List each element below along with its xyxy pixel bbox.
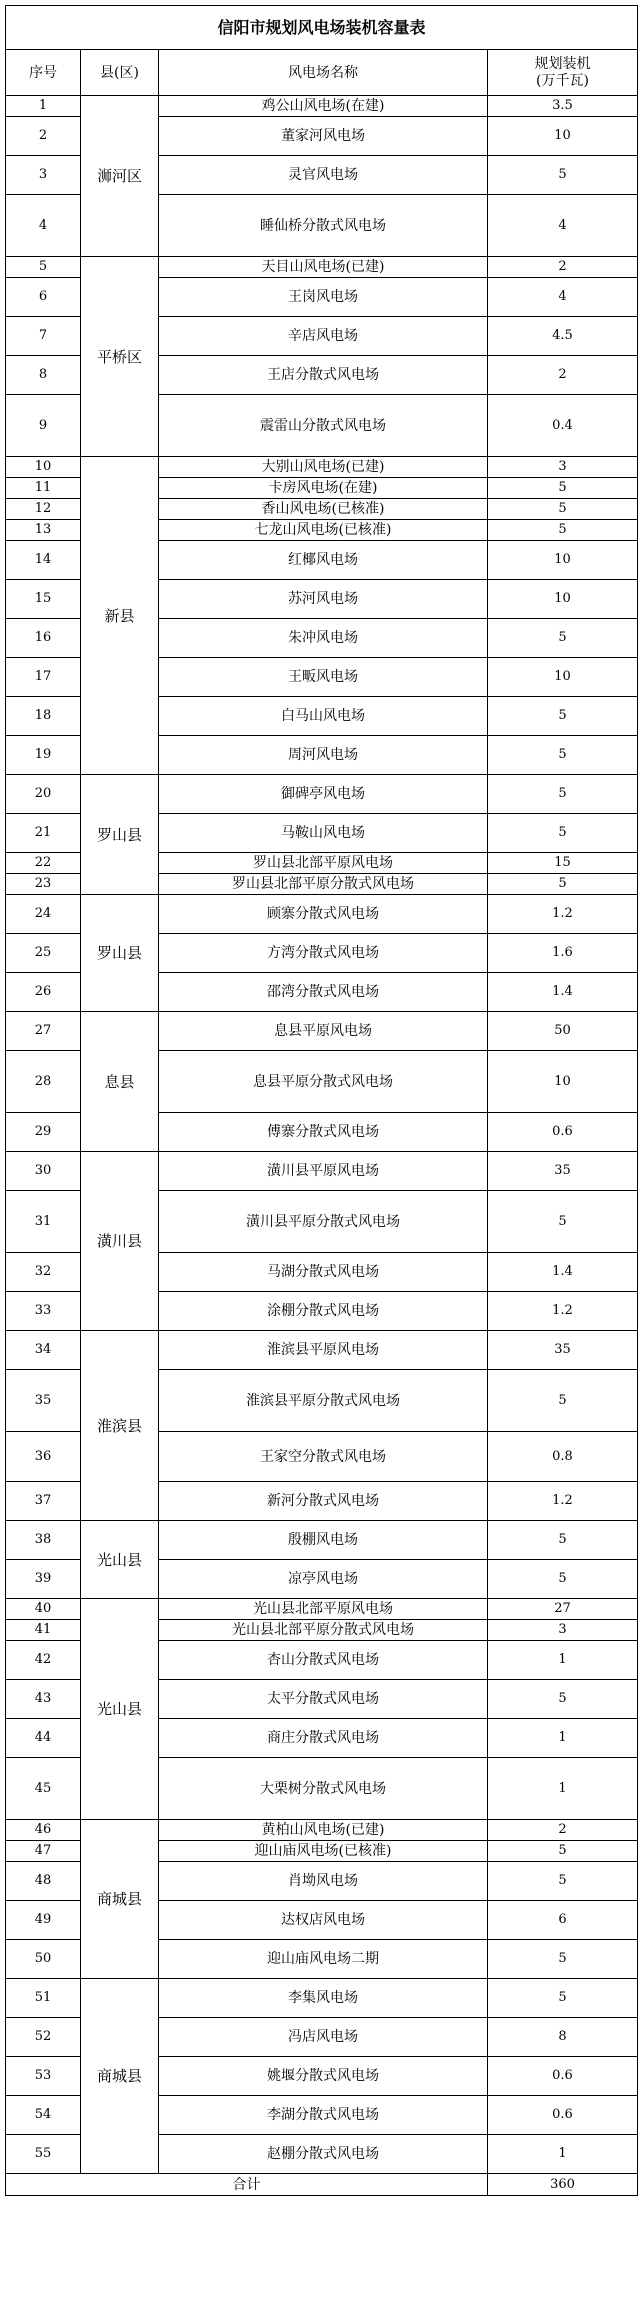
- capacity-value: 5: [488, 1841, 638, 1862]
- row-index: 32: [6, 1253, 81, 1292]
- row-index: 44: [6, 1719, 81, 1758]
- row-index: 48: [6, 1862, 81, 1901]
- row-index: 33: [6, 1292, 81, 1331]
- wind-farm-name: 迎山庙风电场(已核准): [159, 1841, 488, 1862]
- row-index: 41: [6, 1620, 81, 1641]
- wind-farm-name: 王家空分散式风电场: [159, 1432, 488, 1482]
- row-index: 34: [6, 1331, 81, 1370]
- row-index: 10: [6, 457, 81, 478]
- row-index: 28: [6, 1051, 81, 1113]
- table-row: [6, 775, 638, 814]
- wind-farm-name: 红椰风电场: [159, 541, 488, 580]
- wind-farm-name: 息县平原分散式风电场: [159, 1051, 488, 1113]
- capacity-value: 5: [488, 156, 638, 195]
- capacity-value: 1: [488, 1758, 638, 1820]
- capacity-value: 0.8: [488, 1432, 638, 1482]
- row-index: 25: [6, 934, 81, 973]
- row-index: 27: [6, 1012, 81, 1051]
- wind-farm-name: 董家河风电场: [159, 117, 488, 156]
- row-index: 39: [6, 1560, 81, 1599]
- capacity-value: 1.2: [488, 1482, 638, 1521]
- wind-farm-name: 李湖分散式风电场: [159, 2096, 488, 2135]
- row-index: 4: [6, 195, 81, 257]
- wind-farm-name: 潢川县平原分散式风电场: [159, 1191, 488, 1253]
- capacity-value: 5: [488, 1560, 638, 1599]
- row-index: 51: [6, 1979, 81, 2018]
- wind-farm-name: 淮滨县平原风电场: [159, 1331, 488, 1370]
- wind-farm-name: 周河风电场: [159, 736, 488, 775]
- capacity-value: 1: [488, 1719, 638, 1758]
- capacity-value: 10: [488, 658, 638, 697]
- row-index: 29: [6, 1113, 81, 1152]
- wind-farm-name: 太平分散式风电场: [159, 1680, 488, 1719]
- wind-farm-name: 光山县北部平原分散式风电场: [159, 1620, 488, 1641]
- row-index: 8: [6, 356, 81, 395]
- capacity-value: 1.2: [488, 1292, 638, 1331]
- wind-farm-name: 迎山庙风电场二期: [159, 1940, 488, 1979]
- capacity-value: 3.5: [488, 96, 638, 117]
- row-index: 43: [6, 1680, 81, 1719]
- row-index: 6: [6, 278, 81, 317]
- total-row: [6, 2174, 638, 2196]
- county-cell: 息县: [81, 1012, 159, 1152]
- row-index: 47: [6, 1841, 81, 1862]
- table-row: [6, 1012, 638, 1051]
- wind-farm-name: 罗山县北部平原风电场: [159, 853, 488, 874]
- capacity-value: 27: [488, 1599, 638, 1620]
- header-capacity-line2: (万千瓦): [536, 72, 589, 89]
- wind-farm-name: 赵棚分散式风电场: [159, 2135, 488, 2174]
- row-index: 24: [6, 895, 81, 934]
- capacity-value: 35: [488, 1331, 638, 1370]
- total-label: 合计: [6, 2174, 488, 2196]
- wind-farm-name: 息县平原风电场: [159, 1012, 488, 1051]
- row-index: 40: [6, 1599, 81, 1620]
- wind-farm-name: 傅寨分散式风电场: [159, 1113, 488, 1152]
- row-index: 55: [6, 2135, 81, 2174]
- capacity-value: 2: [488, 1820, 638, 1841]
- wind-farm-name: 凉亭风电场: [159, 1560, 488, 1599]
- capacity-value: 3: [488, 1620, 638, 1641]
- table-row: [6, 1820, 638, 1841]
- row-index: 12: [6, 499, 81, 520]
- header-capacity: [488, 50, 638, 96]
- row-index: 17: [6, 658, 81, 697]
- county-cell: 平桥区: [81, 257, 159, 457]
- county-cell: 罗山县: [81, 775, 159, 895]
- row-index: 37: [6, 1482, 81, 1521]
- table-row: [6, 895, 638, 934]
- row-index: 21: [6, 814, 81, 853]
- row-index: 53: [6, 2057, 81, 2096]
- row-index: 54: [6, 2096, 81, 2135]
- row-index: 19: [6, 736, 81, 775]
- row-index: 16: [6, 619, 81, 658]
- capacity-value: 5: [488, 520, 638, 541]
- row-index: 52: [6, 2018, 81, 2057]
- title-row: [6, 6, 638, 50]
- capacity-value: 5: [488, 478, 638, 499]
- capacity-value: 5: [488, 499, 638, 520]
- capacity-value: 8: [488, 2018, 638, 2057]
- wind-farm-name: 光山县北部平原风电场: [159, 1599, 488, 1620]
- capacity-value: 5: [488, 736, 638, 775]
- row-index: 45: [6, 1758, 81, 1820]
- capacity-value: 10: [488, 541, 638, 580]
- row-index: 3: [6, 156, 81, 195]
- row-index: 18: [6, 697, 81, 736]
- capacity-value: 5: [488, 1680, 638, 1719]
- county-cell: 商城县: [81, 1820, 159, 1979]
- wind-farm-name: 商庄分散式风电场: [159, 1719, 488, 1758]
- row-index: 5: [6, 257, 81, 278]
- row-index: 13: [6, 520, 81, 541]
- wind-farm-name: 肖坳风电场: [159, 1862, 488, 1901]
- wind-farm-name: 辛店风电场: [159, 317, 488, 356]
- capacity-value: 2: [488, 257, 638, 278]
- wind-farm-name: 潢川县平原风电场: [159, 1152, 488, 1191]
- capacity-value: 1.6: [488, 934, 638, 973]
- row-index: 50: [6, 1940, 81, 1979]
- county-cell: 潢川县: [81, 1152, 159, 1331]
- table-row: [6, 96, 638, 117]
- county-cell: 淮滨县: [81, 1331, 159, 1521]
- row-index: 26: [6, 973, 81, 1012]
- total-value: 360: [488, 2174, 638, 2196]
- table-row: [6, 1331, 638, 1370]
- wind-farm-name: 震雷山分散式风电场: [159, 395, 488, 457]
- row-index: 42: [6, 1641, 81, 1680]
- wind-farm-name: 大栗树分散式风电场: [159, 1758, 488, 1820]
- wind-farm-name: 马鞍山风电场: [159, 814, 488, 853]
- capacity-value: 5: [488, 1521, 638, 1560]
- row-index: 9: [6, 395, 81, 457]
- row-index: 30: [6, 1152, 81, 1191]
- wind-farm-name: 冯店风电场: [159, 2018, 488, 2057]
- capacity-value: 5: [488, 1940, 638, 1979]
- capacity-table: [5, 5, 638, 2196]
- capacity-value: 35: [488, 1152, 638, 1191]
- table-title: 信阳市规划风电场装机容量表: [6, 6, 638, 50]
- capacity-value: 5: [488, 1862, 638, 1901]
- header-index: 序号: [6, 50, 81, 96]
- wind-farm-name: 马湖分散式风电场: [159, 1253, 488, 1292]
- capacity-value: 10: [488, 580, 638, 619]
- capacity-value: 5: [488, 697, 638, 736]
- wind-farm-name: 顾寨分散式风电场: [159, 895, 488, 934]
- wind-farm-name: 灵官风电场: [159, 156, 488, 195]
- capacity-value: 10: [488, 1051, 638, 1113]
- wind-farm-name: 方湾分散式风电场: [159, 934, 488, 973]
- capacity-value: 0.6: [488, 2057, 638, 2096]
- row-index: 7: [6, 317, 81, 356]
- capacity-value: 1.4: [488, 973, 638, 1012]
- wind-farm-name: 大别山风电场(已建): [159, 457, 488, 478]
- capacity-value: 5: [488, 1979, 638, 2018]
- capacity-value: 0.4: [488, 395, 638, 457]
- table-row: [6, 1152, 638, 1191]
- table-row: [6, 1599, 638, 1620]
- county-cell: 浉河区: [81, 96, 159, 257]
- row-index: 23: [6, 874, 81, 895]
- wind-farm-name: 香山风电场(已核准): [159, 499, 488, 520]
- wind-farm-name: 新河分散式风电场: [159, 1482, 488, 1521]
- wind-farm-name: 淮滨县平原分散式风电场: [159, 1370, 488, 1432]
- capacity-value: 5: [488, 619, 638, 658]
- capacity-value: 4.5: [488, 317, 638, 356]
- wind-farm-name: 王岗风电场: [159, 278, 488, 317]
- capacity-value: 5: [488, 1191, 638, 1253]
- row-index: 36: [6, 1432, 81, 1482]
- capacity-value: 0.6: [488, 1113, 638, 1152]
- wind-farm-name: 黄柏山风电场(已建): [159, 1820, 488, 1841]
- capacity-value: 10: [488, 117, 638, 156]
- capacity-value: 50: [488, 1012, 638, 1051]
- row-index: 20: [6, 775, 81, 814]
- row-index: 38: [6, 1521, 81, 1560]
- wind-farm-name: 朱冲风电场: [159, 619, 488, 658]
- wind-farm-name: 杏山分散式风电场: [159, 1641, 488, 1680]
- header-capacity-line1: 规划装机: [534, 55, 591, 72]
- county-cell: 新县: [81, 457, 159, 775]
- capacity-value: 4: [488, 195, 638, 257]
- capacity-value: 1.4: [488, 1253, 638, 1292]
- header-county: 县(区): [81, 50, 159, 96]
- wind-farm-name: 御碑亭风电场: [159, 775, 488, 814]
- capacity-value: 6: [488, 1901, 638, 1940]
- wind-farm-name: 天目山风电场(已建): [159, 257, 488, 278]
- wind-farm-name: 王店分散式风电场: [159, 356, 488, 395]
- header-row: [6, 50, 638, 96]
- capacity-value: 5: [488, 1370, 638, 1432]
- wind-farm-name: 白马山风电场: [159, 697, 488, 736]
- row-index: 11: [6, 478, 81, 499]
- header-name: 风电场名称: [159, 50, 488, 96]
- capacity-value: 5: [488, 775, 638, 814]
- capacity-value: 1: [488, 1641, 638, 1680]
- capacity-value: 0.6: [488, 2096, 638, 2135]
- capacity-value: 4: [488, 278, 638, 317]
- row-index: 2: [6, 117, 81, 156]
- wind-farm-name: 七龙山风电场(已核准): [159, 520, 488, 541]
- county-cell: 商城县: [81, 1979, 159, 2174]
- wind-farm-name: 鸡公山风电场(在建): [159, 96, 488, 117]
- county-cell: 光山县: [81, 1599, 159, 1820]
- capacity-value: 3: [488, 457, 638, 478]
- wind-farm-name: 达权店风电场: [159, 1901, 488, 1940]
- capacity-value: 15: [488, 853, 638, 874]
- row-index: 22: [6, 853, 81, 874]
- table-row: [6, 1979, 638, 2018]
- capacity-value: 1: [488, 2135, 638, 2174]
- table-row: [6, 457, 638, 478]
- county-cell: 罗山县: [81, 895, 159, 1012]
- wind-farm-name: 李集风电场: [159, 1979, 488, 2018]
- table-row: [6, 257, 638, 278]
- wind-farm-name: 邵湾分散式风电场: [159, 973, 488, 1012]
- row-index: 46: [6, 1820, 81, 1841]
- table-row: [6, 1521, 638, 1560]
- row-index: 49: [6, 1901, 81, 1940]
- wind-farm-name: 睡仙桥分散式风电场: [159, 195, 488, 257]
- wind-farm-name: 姚堰分散式风电场: [159, 2057, 488, 2096]
- row-index: 35: [6, 1370, 81, 1432]
- wind-farm-name: 王畈风电场: [159, 658, 488, 697]
- capacity-value: 5: [488, 874, 638, 895]
- capacity-value: 1.2: [488, 895, 638, 934]
- wind-farm-name: 苏河风电场: [159, 580, 488, 619]
- row-index: 15: [6, 580, 81, 619]
- capacity-value: 2: [488, 356, 638, 395]
- capacity-value: 5: [488, 814, 638, 853]
- wind-farm-name: 涂棚分散式风电场: [159, 1292, 488, 1331]
- wind-farm-name: 卡房风电场(在建): [159, 478, 488, 499]
- row-index: 14: [6, 541, 81, 580]
- wind-farm-name: 罗山县北部平原分散式风电场: [159, 874, 488, 895]
- wind-farm-name: 殷棚风电场: [159, 1521, 488, 1560]
- row-index: 31: [6, 1191, 81, 1253]
- row-index: 1: [6, 96, 81, 117]
- county-cell: 光山县: [81, 1521, 159, 1599]
